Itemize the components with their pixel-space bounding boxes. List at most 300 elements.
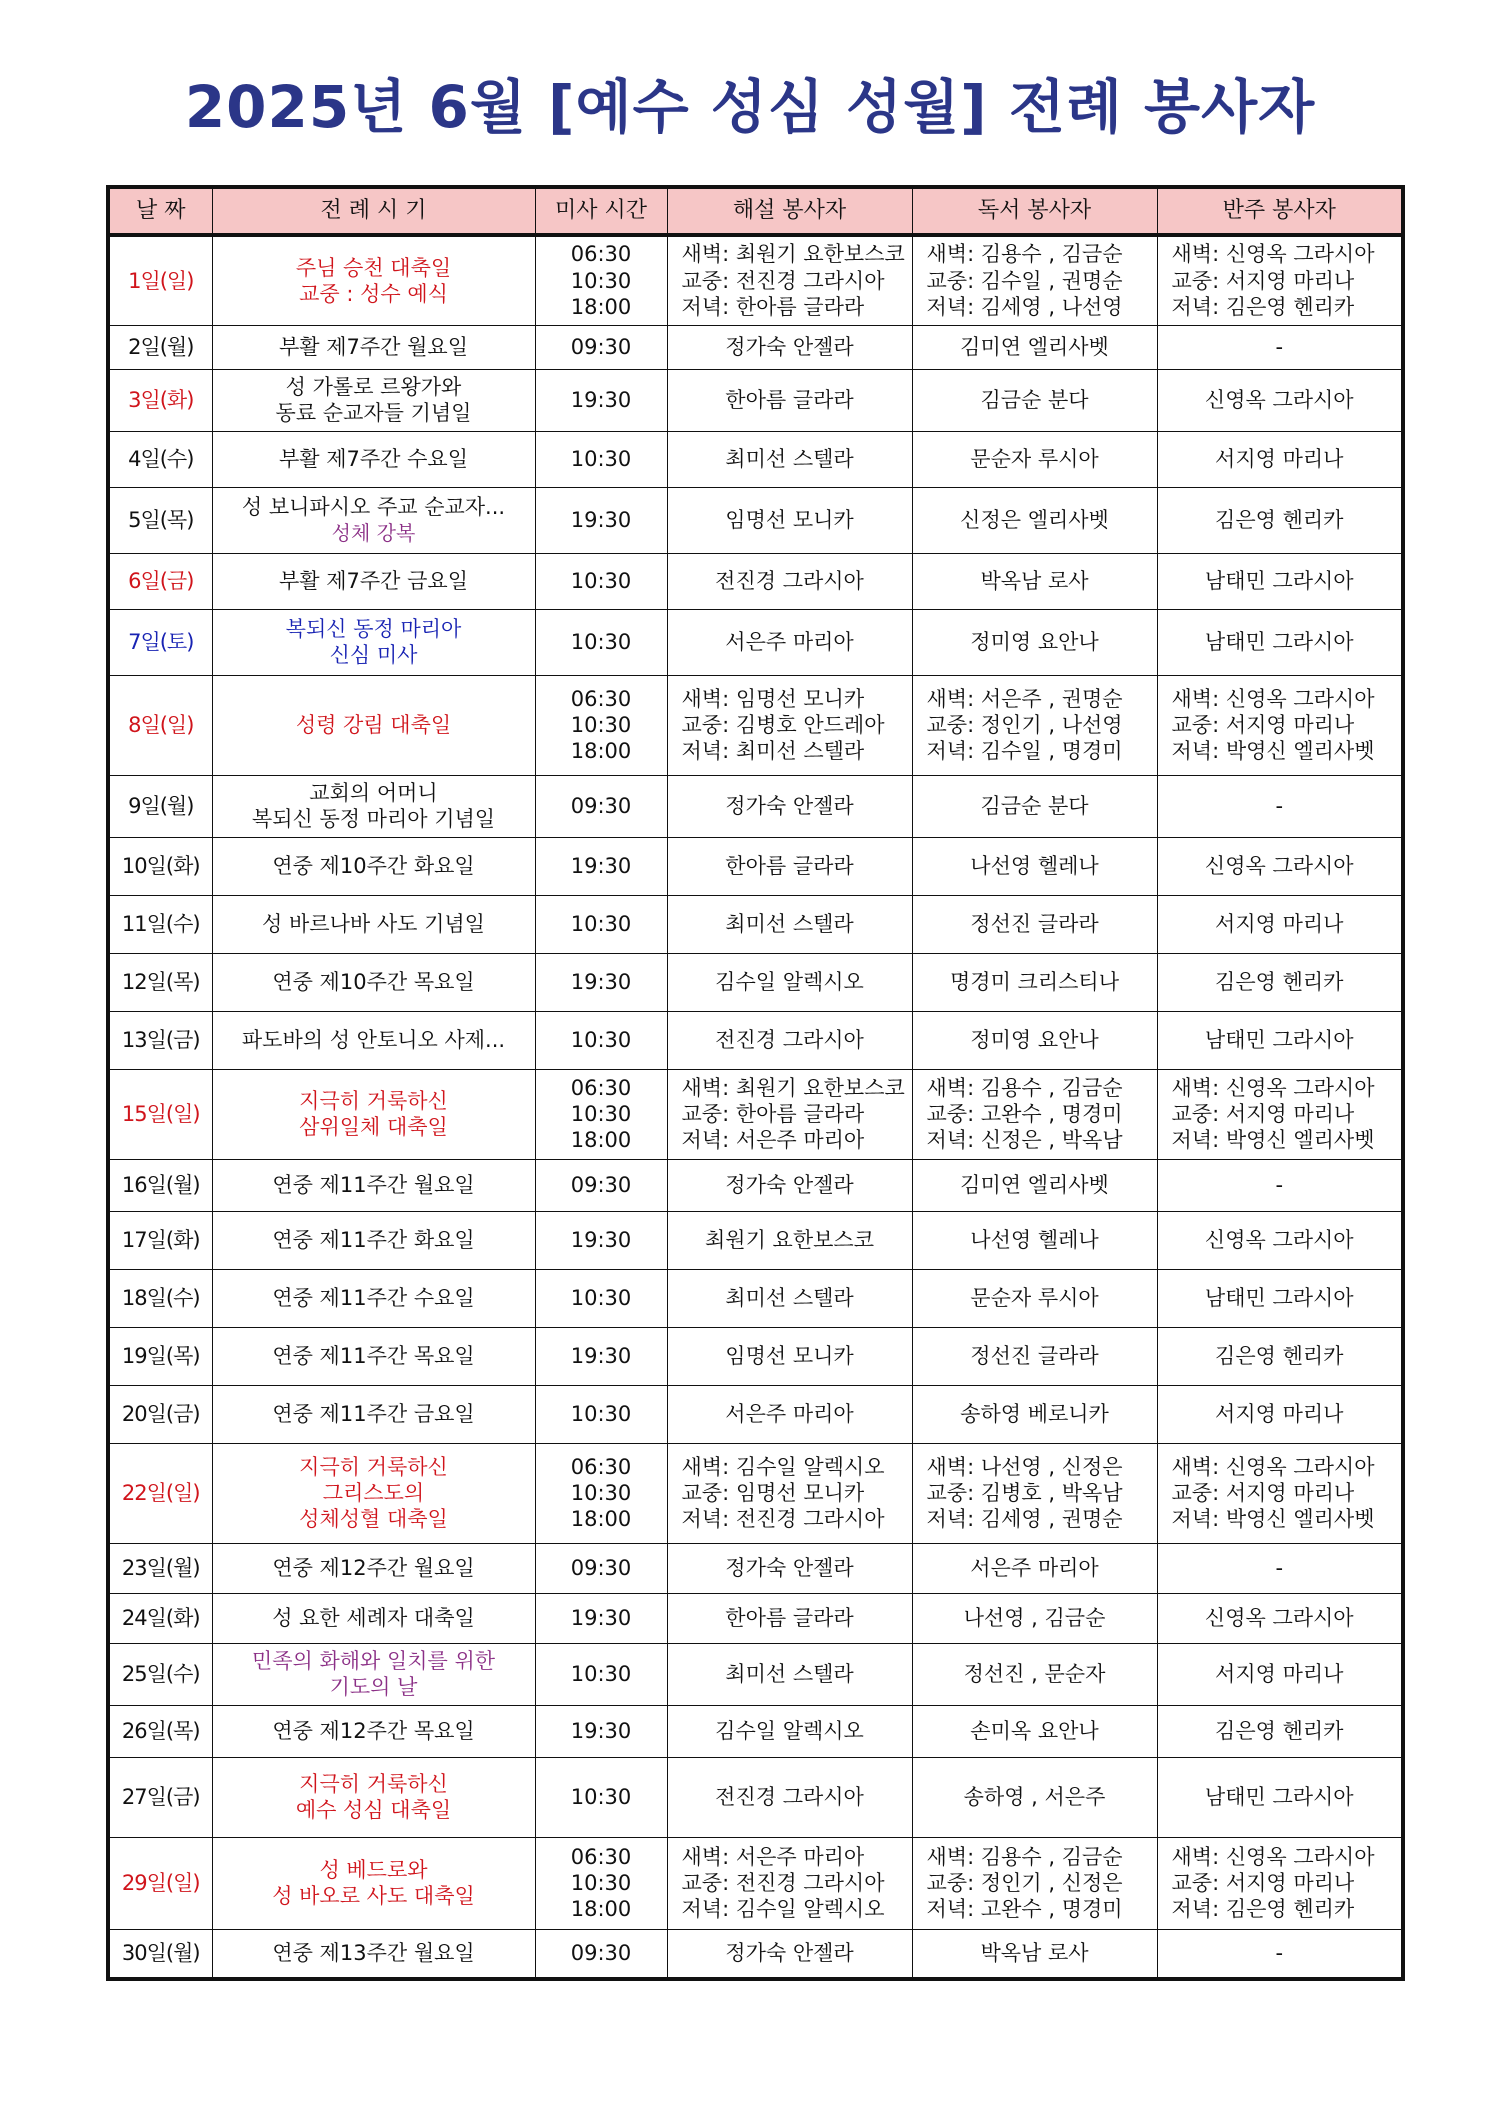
season-cell bbox=[212, 953, 535, 1011]
date-cell: 16일(월) bbox=[108, 1159, 212, 1211]
reading-line: 나선영 , 김금순 bbox=[963, 1605, 1106, 1630]
mass-time-cell bbox=[535, 1385, 667, 1443]
mass-time: 10:30 bbox=[570, 568, 632, 593]
date-cell: 17일(화) bbox=[108, 1211, 212, 1269]
season-line: 성 가롤로 르왕가와 bbox=[285, 374, 462, 399]
reading-line: 송하영 베로니카 bbox=[960, 1401, 1109, 1426]
table-row bbox=[108, 1757, 1403, 1837]
mass-time-cell bbox=[535, 1837, 667, 1929]
organ-line: 남태민 그라시아 bbox=[1204, 1027, 1354, 1052]
season-cell bbox=[212, 837, 535, 895]
date-cell: 25일(수) bbox=[108, 1643, 212, 1705]
organ-line: 신영옥 그라시아 bbox=[1204, 1605, 1354, 1630]
reading-line: 김미연 엘리사벳 bbox=[960, 1172, 1109, 1197]
season-line: 주님 승천 대축일 bbox=[295, 255, 452, 280]
reading-line: 교중: 정인기 , 신정은 bbox=[926, 1870, 1123, 1895]
season-cell bbox=[212, 1593, 535, 1643]
reading-cell bbox=[912, 1643, 1157, 1705]
mass-time: 10:30 bbox=[570, 1480, 632, 1505]
commentary-cell bbox=[667, 775, 912, 837]
mass-time: 09:30 bbox=[570, 793, 632, 818]
season-line: 그리스도의 bbox=[322, 1480, 425, 1505]
organ-cell bbox=[1157, 1757, 1403, 1837]
reading-cell bbox=[912, 235, 1157, 325]
season-line: 교중 : 성수 예식 bbox=[299, 281, 448, 306]
commentary-cell bbox=[667, 235, 912, 325]
mass-time: 10:30 bbox=[570, 1401, 632, 1426]
mass-time-cell bbox=[535, 1705, 667, 1757]
table-row bbox=[108, 1385, 1403, 1443]
organ-line: 신영옥 그라시아 bbox=[1204, 853, 1354, 878]
organ-line: - bbox=[1275, 1941, 1284, 1966]
season-line: 기도의 날 bbox=[329, 1675, 418, 1699]
commentary-line: 교중: 한아름 글라라 bbox=[681, 1101, 865, 1126]
commentary-line: 최미선 스텔라 bbox=[725, 446, 854, 471]
organ-line: 서지영 마리나 bbox=[1215, 911, 1344, 936]
header-commentator: 해설 봉사자 bbox=[667, 187, 912, 235]
mass-time: 09:30 bbox=[570, 334, 632, 359]
commentary-line: 최미선 스텔라 bbox=[725, 1661, 854, 1686]
reading-line: 박옥남 로사 bbox=[980, 568, 1089, 593]
commentary-line: 새벽: 최원기 요한보스코 bbox=[681, 242, 905, 267]
table-row bbox=[108, 553, 1403, 609]
reading-cell bbox=[912, 1385, 1157, 1443]
organ-cell bbox=[1157, 953, 1403, 1011]
reading-line: 나선영 헬레나 bbox=[970, 1227, 1099, 1252]
season-line: 복되신 동정 마리아 기념일 bbox=[251, 807, 496, 831]
mass-time: 10:30 bbox=[570, 1784, 632, 1809]
season-cell bbox=[212, 675, 535, 775]
commentary-line: 정가숙 안젤라 bbox=[725, 1172, 854, 1197]
mass-time-cell bbox=[535, 609, 667, 675]
reading-cell bbox=[912, 325, 1157, 369]
organ-line: 저녁: 박영신 엘리사벳 bbox=[1171, 1128, 1375, 1153]
organ-cell bbox=[1157, 1705, 1403, 1757]
season-line: 연중 제11주간 목요일 bbox=[272, 1343, 475, 1368]
mass-time-cell bbox=[535, 431, 667, 487]
reading-line: 정선진 , 문순자 bbox=[963, 1661, 1106, 1686]
mass-time-cell bbox=[535, 487, 667, 553]
date-cell: 7일(토) bbox=[108, 609, 212, 675]
mass-time-cell bbox=[535, 325, 667, 369]
organ-cell bbox=[1157, 1643, 1403, 1705]
reading-line: 저녁: 고완수 , 명경미 bbox=[926, 1897, 1123, 1922]
table-row bbox=[108, 1211, 1403, 1269]
reading-line: 교중: 고완수 , 명경미 bbox=[926, 1101, 1123, 1126]
table-row bbox=[108, 1443, 1403, 1543]
commentary-line: 최원기 요한보스코 bbox=[705, 1227, 874, 1252]
table-row bbox=[108, 487, 1403, 553]
commentary-cell bbox=[667, 1269, 912, 1327]
header-organist: 반주 봉사자 bbox=[1157, 187, 1403, 235]
organ-cell bbox=[1157, 1327, 1403, 1385]
season-line: 연중 제13주간 월요일 bbox=[272, 1941, 475, 1966]
commentary-line: 저녁: 최미선 스텔라 bbox=[681, 739, 865, 764]
reading-line: 새벽: 김용수 , 김금순 bbox=[926, 242, 1123, 267]
mass-time: 10:30 bbox=[570, 712, 632, 737]
commentary-cell bbox=[667, 1327, 912, 1385]
season-cell bbox=[212, 1643, 535, 1705]
commentary-line: 저녁: 한아름 글라라 bbox=[681, 294, 865, 319]
commentary-line: 최미선 스텔라 bbox=[725, 1285, 854, 1310]
commentary-cell bbox=[667, 487, 912, 553]
commentary-line: 정가숙 안젤라 bbox=[725, 334, 854, 359]
commentary-line: 교중: 임명선 모니카 bbox=[681, 1480, 865, 1505]
reading-line: 새벽: 김용수 , 김금순 bbox=[926, 1844, 1123, 1869]
date-cell: 23일(월) bbox=[108, 1543, 212, 1593]
reading-cell bbox=[912, 487, 1157, 553]
reading-line: 정미영 요안나 bbox=[970, 1027, 1099, 1052]
reading-cell bbox=[912, 895, 1157, 953]
reading-line: 저녁: 김수일 , 명경미 bbox=[926, 739, 1123, 764]
season-cell bbox=[212, 1837, 535, 1929]
commentary-cell bbox=[667, 369, 912, 431]
mass-time: 10:30 bbox=[570, 1661, 632, 1686]
date-cell: 10일(화) bbox=[108, 837, 212, 895]
reading-cell bbox=[912, 609, 1157, 675]
mass-time-cell bbox=[535, 1643, 667, 1705]
season-line: 신심 미사 bbox=[329, 643, 418, 667]
organ-cell bbox=[1157, 369, 1403, 431]
commentary-cell bbox=[667, 1159, 912, 1211]
mass-time: 19:30 bbox=[570, 969, 632, 994]
mass-time: 10:30 bbox=[570, 446, 632, 471]
organ-line: 서지영 마리나 bbox=[1215, 446, 1344, 471]
mass-time: 09:30 bbox=[570, 1941, 632, 1966]
date-cell: 13일(금) bbox=[108, 1011, 212, 1069]
reading-cell bbox=[912, 1443, 1157, 1543]
mass-time: 06:30 bbox=[570, 686, 632, 711]
reading-line: 명경미 크리스티나 bbox=[950, 969, 1119, 994]
season-line: 성체성혈 대축일 bbox=[299, 1507, 448, 1532]
season-cell bbox=[212, 235, 535, 325]
organ-line: 남태민 그라시아 bbox=[1204, 1784, 1354, 1809]
reading-line: 신정은 엘리사벳 bbox=[960, 507, 1109, 532]
season-line: 성 베드로와 bbox=[319, 1857, 428, 1882]
date-cell: 1일(일) bbox=[108, 235, 212, 325]
commentary-line: 저녁: 전진경 그라시아 bbox=[681, 1507, 885, 1532]
mass-time: 18:00 bbox=[570, 1897, 632, 1922]
date-cell: 19일(목) bbox=[108, 1327, 212, 1385]
table-row bbox=[108, 431, 1403, 487]
commentary-cell bbox=[667, 1211, 912, 1269]
commentary-line: 전진경 그라시아 bbox=[715, 1784, 864, 1809]
commentary-line: 교중: 전진경 그라시아 bbox=[681, 268, 885, 293]
season-cell bbox=[212, 553, 535, 609]
commentary-cell bbox=[667, 1643, 912, 1705]
organ-line: 새벽: 신영옥 그라시아 bbox=[1171, 1454, 1375, 1479]
mass-time: 19:30 bbox=[570, 853, 632, 878]
date-cell: 6일(금) bbox=[108, 553, 212, 609]
season-cell bbox=[212, 1069, 535, 1159]
table-row bbox=[108, 953, 1403, 1011]
season-line: 연중 제10주간 목요일 bbox=[272, 969, 475, 994]
season-line: 동료 순교자들 기념일 bbox=[275, 401, 472, 425]
reading-line: 김금순 분다 bbox=[980, 387, 1089, 412]
commentary-line: 최미선 스텔라 bbox=[725, 911, 854, 936]
organ-line: 저녁: 김은영 헨리카 bbox=[1171, 294, 1355, 319]
commentary-line: 정가숙 안젤라 bbox=[725, 793, 854, 818]
reading-line: 손미옥 요안나 bbox=[970, 1718, 1099, 1743]
reading-cell bbox=[912, 1593, 1157, 1643]
organ-line: 새벽: 신영옥 그라시아 bbox=[1171, 1844, 1375, 1869]
organ-cell bbox=[1157, 1837, 1403, 1929]
organ-line: - bbox=[1275, 793, 1284, 818]
commentary-cell bbox=[667, 1543, 912, 1593]
season-cell bbox=[212, 775, 535, 837]
organ-line: - bbox=[1275, 1172, 1284, 1197]
table-row bbox=[108, 1593, 1403, 1643]
commentary-cell bbox=[667, 1757, 912, 1837]
reading-line: 저녁: 김세영 , 권명순 bbox=[926, 1507, 1123, 1532]
season-cell bbox=[212, 1327, 535, 1385]
commentary-line: 서은주 마리아 bbox=[725, 1401, 854, 1426]
commentary-line: 교중: 김병호 안드레아 bbox=[681, 712, 885, 737]
mass-time: 10:30 bbox=[570, 1027, 632, 1052]
organ-line: 교중: 서지영 마리나 bbox=[1171, 712, 1355, 737]
commentary-line: 새벽: 서은주 마리아 bbox=[681, 1844, 865, 1869]
mass-time-cell bbox=[535, 953, 667, 1011]
reading-line: 새벽: 김용수 , 김금순 bbox=[926, 1075, 1123, 1100]
organ-line: 김은영 헨리카 bbox=[1215, 1343, 1344, 1368]
season-cell bbox=[212, 325, 535, 369]
commentary-line: 정가숙 안젤라 bbox=[725, 1555, 854, 1580]
date-cell: 22일(일) bbox=[108, 1443, 212, 1543]
reading-cell bbox=[912, 1757, 1157, 1837]
date-cell: 8일(일) bbox=[108, 675, 212, 775]
organ-cell bbox=[1157, 1543, 1403, 1593]
season-cell bbox=[212, 609, 535, 675]
reading-cell bbox=[912, 837, 1157, 895]
table-row bbox=[108, 1011, 1403, 1069]
organ-cell bbox=[1157, 1159, 1403, 1211]
commentary-cell bbox=[667, 1837, 912, 1929]
commentary-line: 새벽: 김수일 알렉시오 bbox=[681, 1454, 885, 1479]
season-line: 연중 제11주간 금요일 bbox=[272, 1401, 475, 1426]
organ-cell bbox=[1157, 837, 1403, 895]
reading-line: 김금순 분다 bbox=[980, 793, 1089, 818]
organ-line: 김은영 헨리카 bbox=[1215, 507, 1344, 532]
table-row bbox=[108, 675, 1403, 775]
organ-cell bbox=[1157, 1211, 1403, 1269]
commentary-cell bbox=[667, 837, 912, 895]
schedule-table bbox=[106, 185, 1405, 1981]
organ-line: 저녁: 박영신 엘리사벳 bbox=[1171, 739, 1375, 764]
season-line: 부활 제7주간 수요일 bbox=[279, 446, 468, 471]
mass-time-cell bbox=[535, 895, 667, 953]
commentary-line: 저녁: 김수일 알렉시오 bbox=[681, 1897, 885, 1922]
mass-time-cell bbox=[535, 1327, 667, 1385]
season-sub: 성체 강복 bbox=[331, 520, 416, 545]
reading-line: 교중: 김병호 , 박옥남 bbox=[926, 1480, 1123, 1505]
mass-time: 09:30 bbox=[570, 1172, 632, 1197]
commentary-line: 김수일 알렉시오 bbox=[715, 1718, 864, 1743]
date-cell: 2일(월) bbox=[108, 325, 212, 369]
reading-cell bbox=[912, 775, 1157, 837]
mass-time: 19:30 bbox=[570, 507, 632, 532]
date-cell: 26일(목) bbox=[108, 1705, 212, 1757]
commentary-cell bbox=[667, 431, 912, 487]
table-row bbox=[108, 1159, 1403, 1211]
reading-cell bbox=[912, 553, 1157, 609]
reading-cell bbox=[912, 1327, 1157, 1385]
reading-cell bbox=[912, 1543, 1157, 1593]
commentary-cell bbox=[667, 1929, 912, 1979]
date-cell: 18일(수) bbox=[108, 1269, 212, 1327]
commentary-line: 서은주 마리아 bbox=[725, 629, 854, 654]
organ-cell bbox=[1157, 895, 1403, 953]
season-line: 성 요한 세례자 대축일 bbox=[272, 1605, 475, 1630]
season-line: 교회의 어머니 bbox=[309, 780, 438, 805]
table-row bbox=[108, 775, 1403, 837]
season-cell bbox=[212, 487, 535, 553]
organ-cell bbox=[1157, 1443, 1403, 1543]
organ-line: 남태민 그라시아 bbox=[1204, 1285, 1354, 1310]
season-cell bbox=[212, 1929, 535, 1979]
table-row bbox=[108, 1069, 1403, 1159]
organ-cell bbox=[1157, 1069, 1403, 1159]
table-row bbox=[108, 1929, 1403, 1979]
organ-cell bbox=[1157, 609, 1403, 675]
reading-cell bbox=[912, 1705, 1157, 1757]
mass-time: 18:00 bbox=[570, 1507, 632, 1532]
mass-time: 18:00 bbox=[570, 1128, 632, 1153]
organ-cell bbox=[1157, 1929, 1403, 1979]
date-cell: 12일(목) bbox=[108, 953, 212, 1011]
mass-time-cell bbox=[535, 775, 667, 837]
date-cell: 20일(금) bbox=[108, 1385, 212, 1443]
commentary-cell bbox=[667, 1385, 912, 1443]
commentary-cell bbox=[667, 1593, 912, 1643]
season-line: 부활 제7주간 금요일 bbox=[279, 568, 468, 593]
commentary-cell bbox=[667, 1069, 912, 1159]
reading-cell bbox=[912, 1011, 1157, 1069]
season-line: 삼위일체 대축일 bbox=[299, 1115, 448, 1139]
date-cell: 30일(월) bbox=[108, 1929, 212, 1979]
mass-time: 18:00 bbox=[570, 739, 632, 764]
reading-line: 송하영 , 서은주 bbox=[963, 1784, 1106, 1809]
organ-cell bbox=[1157, 487, 1403, 553]
mass-time-cell bbox=[535, 1211, 667, 1269]
date-cell: 4일(수) bbox=[108, 431, 212, 487]
mass-time-cell bbox=[535, 675, 667, 775]
season-line: 연중 제11주간 수요일 bbox=[272, 1285, 475, 1310]
table-row bbox=[108, 325, 1403, 369]
table-row bbox=[108, 895, 1403, 953]
commentary-cell bbox=[667, 895, 912, 953]
reading-cell bbox=[912, 1269, 1157, 1327]
commentary-line: 임명선 모니카 bbox=[725, 1343, 854, 1368]
season-line: 성령 강림 대축일 bbox=[295, 712, 452, 737]
header-row bbox=[108, 187, 1403, 235]
commentary-line: 저녁: 서은주 마리아 bbox=[681, 1128, 865, 1153]
schedule-body bbox=[108, 235, 1403, 1979]
season-line: 지극히 거룩하신 bbox=[299, 1454, 448, 1479]
organ-cell bbox=[1157, 1593, 1403, 1643]
mass-time: 10:30 bbox=[570, 268, 632, 293]
date-cell: 27일(금) bbox=[108, 1757, 212, 1837]
commentary-line: 한아름 글라라 bbox=[725, 853, 854, 878]
date-cell: 15일(일) bbox=[108, 1069, 212, 1159]
reading-line: 김미연 엘리사벳 bbox=[960, 334, 1109, 359]
organ-line: 신영옥 그라시아 bbox=[1204, 1227, 1354, 1252]
season-line: 연중 제10주간 화요일 bbox=[272, 853, 475, 878]
date-cell: 3일(화) bbox=[108, 369, 212, 431]
organ-line: 서지영 마리나 bbox=[1215, 1401, 1344, 1426]
reading-cell bbox=[912, 369, 1157, 431]
season-cell bbox=[212, 1543, 535, 1593]
organ-cell bbox=[1157, 775, 1403, 837]
table-row bbox=[108, 235, 1403, 325]
mass-time: 19:30 bbox=[570, 1718, 632, 1743]
table-row bbox=[108, 1269, 1403, 1327]
header-season: 전 례 시 기 bbox=[212, 187, 535, 235]
season-line: 연중 제12주간 월요일 bbox=[272, 1555, 475, 1580]
reading-line: 새벽: 나선영 , 신정은 bbox=[926, 1454, 1123, 1479]
season-cell bbox=[212, 895, 535, 953]
date-cell: 24일(화) bbox=[108, 1593, 212, 1643]
organ-line: 교중: 서지영 마리나 bbox=[1171, 1480, 1355, 1505]
header-mass-time: 미사 시간 bbox=[535, 187, 667, 235]
reading-line: 교중: 김수일 , 권명순 bbox=[926, 268, 1123, 293]
table-row bbox=[108, 1327, 1403, 1385]
organ-line: 저녁: 박영신 엘리사벳 bbox=[1171, 1507, 1375, 1532]
commentary-line: 한아름 글라라 bbox=[725, 387, 854, 412]
mass-time: 10:30 bbox=[570, 1285, 632, 1310]
mass-time: 06:30 bbox=[570, 1844, 632, 1869]
reading-line: 저녁: 김세영 , 나선영 bbox=[926, 294, 1123, 319]
season-line: 연중 제12주간 목요일 bbox=[272, 1718, 475, 1743]
commentary-cell bbox=[667, 609, 912, 675]
organ-cell bbox=[1157, 325, 1403, 369]
mass-time-cell bbox=[535, 1593, 667, 1643]
reading-line: 문순자 루시아 bbox=[970, 446, 1099, 471]
season-line: 연중 제11주간 화요일 bbox=[272, 1227, 475, 1252]
page-title: 2025년 6월 [예수 성심 성월] 전례 봉사자 bbox=[184, 73, 1316, 141]
season-cell bbox=[212, 1269, 535, 1327]
date-cell: 11일(수) bbox=[108, 895, 212, 953]
reading-line: 서은주 마리아 bbox=[970, 1555, 1099, 1580]
commentary-line: 새벽: 임명선 모니카 bbox=[681, 686, 865, 711]
mass-time-cell bbox=[535, 1069, 667, 1159]
organ-cell bbox=[1157, 553, 1403, 609]
mass-time: 06:30 bbox=[570, 1454, 632, 1479]
commentary-line: 임명선 모니카 bbox=[725, 507, 854, 532]
commentary-line: 교중: 전진경 그라시아 bbox=[681, 1870, 885, 1895]
reading-cell bbox=[912, 675, 1157, 775]
mass-time: 18:00 bbox=[570, 294, 632, 319]
commentary-cell bbox=[667, 953, 912, 1011]
season-cell bbox=[212, 1705, 535, 1757]
season-line: 민족의 화해와 일치를 위한 bbox=[251, 1648, 496, 1673]
mass-time-cell bbox=[535, 235, 667, 325]
mass-time-cell bbox=[535, 1443, 667, 1543]
mass-time-cell bbox=[535, 1269, 667, 1327]
organ-line: 남태민 그라시아 bbox=[1204, 568, 1354, 593]
date-cell: 5일(목) bbox=[108, 487, 212, 553]
commentary-cell bbox=[667, 325, 912, 369]
mass-time: 06:30 bbox=[570, 1075, 632, 1100]
reading-line: 정미영 요안나 bbox=[970, 629, 1099, 654]
season-line: 지극히 거룩하신 bbox=[299, 1771, 448, 1796]
organ-line: 새벽: 신영옥 그라시아 bbox=[1171, 1075, 1375, 1100]
season-cell bbox=[212, 1443, 535, 1543]
reading-line: 저녁: 신정은 , 박옥남 bbox=[926, 1128, 1123, 1153]
reading-cell bbox=[912, 953, 1157, 1011]
mass-time-cell bbox=[535, 1159, 667, 1211]
reading-cell bbox=[912, 431, 1157, 487]
season-line: 지극히 거룩하신 bbox=[299, 1088, 448, 1113]
